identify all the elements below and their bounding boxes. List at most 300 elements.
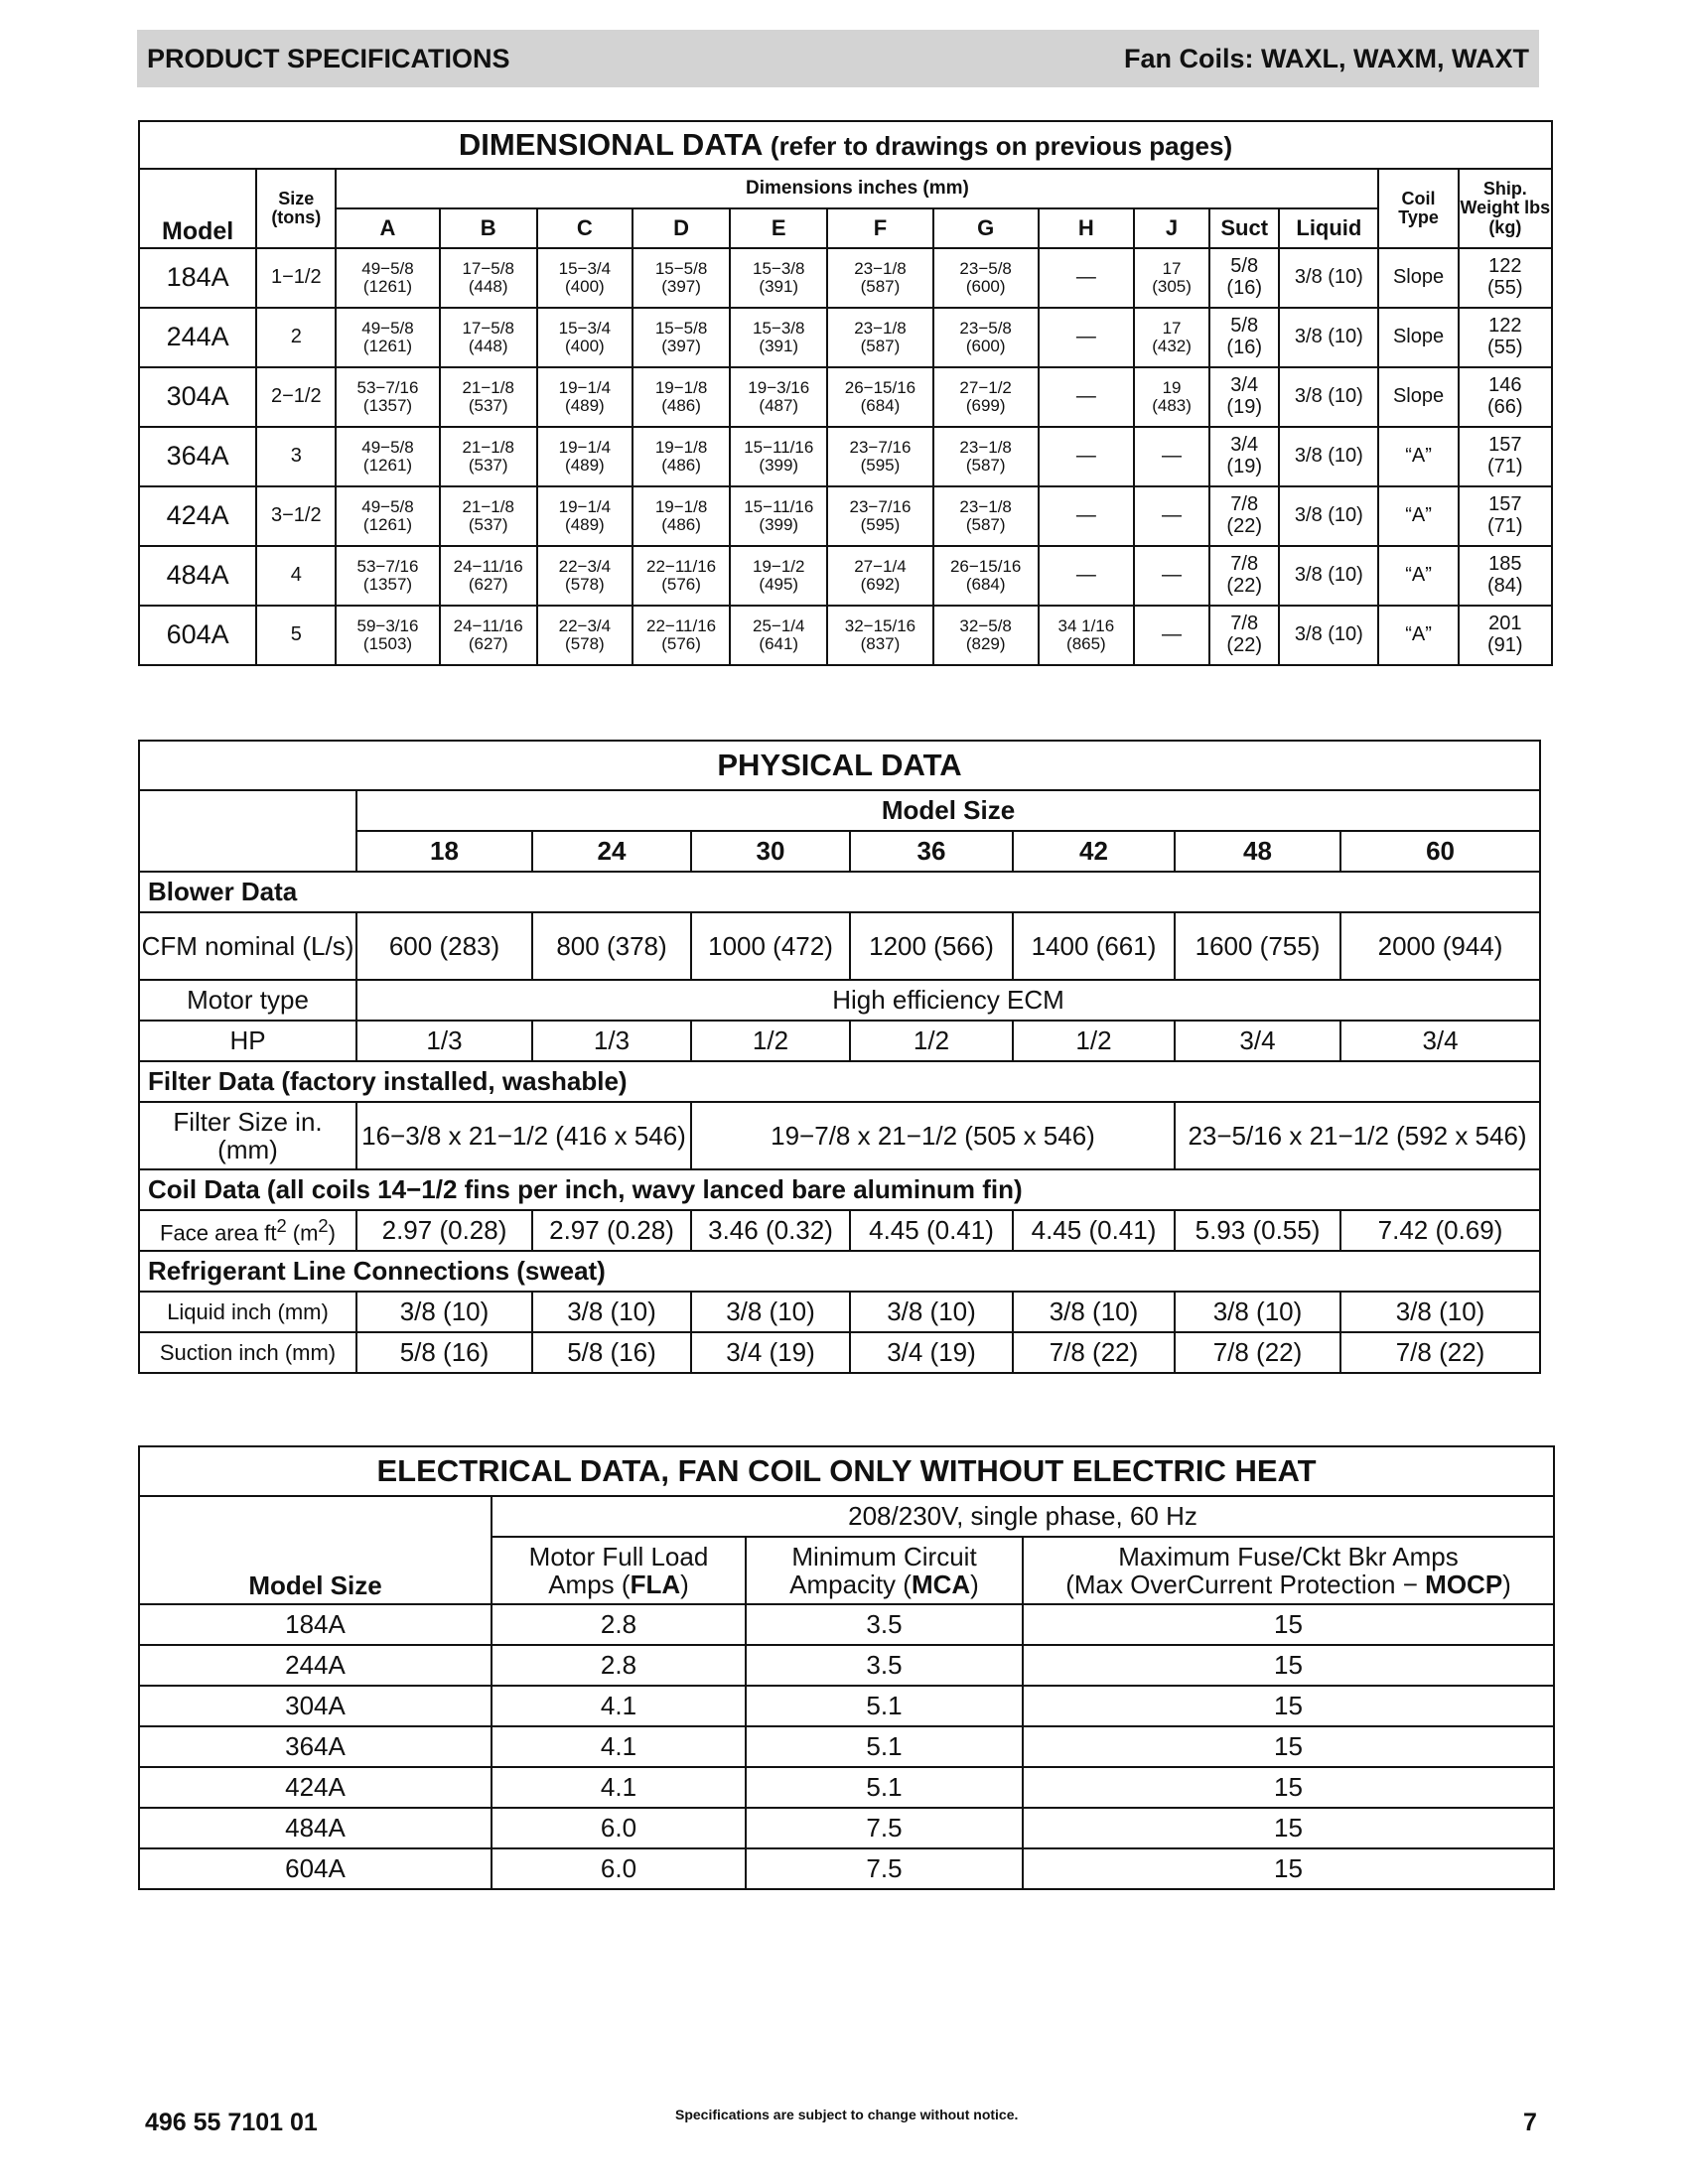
dim-value [1209, 546, 1279, 606]
dim-value [336, 427, 439, 486]
dim-value-mm: (487) [759, 396, 799, 415]
dim-value-inch: — [1075, 266, 1096, 289]
dim-value [827, 546, 932, 606]
physical-title: PHYSICAL DATA [139, 741, 1540, 790]
dim-value-inch: — [1162, 623, 1183, 646]
motor-type-label: Motor type [139, 980, 356, 1021]
dim-coil-type: Slope [1378, 248, 1458, 308]
dim-value [827, 606, 932, 665]
dim-value [1039, 546, 1134, 606]
dim-value-inch: 23−1/8 [854, 258, 907, 278]
elec-fla: 6.0 [492, 1808, 746, 1848]
dim-value [1209, 367, 1279, 427]
col-coil-type: Coil Type [1378, 169, 1458, 248]
col-model: Model [139, 169, 256, 248]
elec-mocp: 15 [1023, 1604, 1554, 1645]
suction-label: Suction inch (mm) [139, 1332, 356, 1373]
dim-col-b: B [440, 208, 537, 248]
dim-value-mm: (1357) [362, 396, 413, 415]
dim-value-inch: 15−3/4 [558, 258, 612, 278]
elec-mca: 5.1 [746, 1726, 1023, 1767]
cfm-value: 600 (283) [356, 912, 532, 980]
face-area-value: 4.45 (0.41) [850, 1210, 1013, 1251]
physical-data-table [138, 740, 1541, 1374]
dim-value-mm: (397) [661, 337, 701, 355]
dim-value-mm: (448) [468, 277, 508, 296]
dim-value-inch: 21−1/8 [462, 496, 514, 516]
dim-col-liquid: Liquid [1279, 208, 1378, 248]
dim-value-inch: 5/8 [1230, 255, 1259, 278]
dim-coil-type: “A” [1378, 546, 1458, 606]
dim-value [730, 248, 827, 308]
ship-lbs: 201 [1488, 613, 1522, 635]
dim-value [1134, 486, 1209, 546]
dim-value-inch: 22−11/16 [646, 615, 717, 635]
ship-kg: (71) [1487, 456, 1523, 478]
dim-value-inch: 23−7/16 [849, 437, 912, 457]
dim-value-inch: 24−11/16 [453, 556, 523, 576]
fla-header: Motor Full Load Amps (FLA) [492, 1537, 746, 1604]
elec-fla: 4.1 [492, 1726, 746, 1767]
dim-ship-weight [1459, 367, 1552, 427]
elec-mocp: 15 [1023, 1726, 1554, 1767]
dim-liquid: 3/8 (10) [1279, 606, 1378, 665]
blower-data-header: Blower Data [139, 872, 1540, 912]
dim-value-mm: (595) [860, 456, 901, 475]
hp-value: 1/3 [356, 1021, 532, 1061]
dim-value-inch: 25−1/4 [753, 615, 805, 635]
hp-value: 1/2 [1013, 1021, 1175, 1061]
dim-value-inch: — [1162, 445, 1183, 468]
dim-value-mm: (486) [661, 515, 701, 534]
dim-value [633, 546, 730, 606]
dim-col-h: H [1039, 208, 1134, 248]
ship-kg: (71) [1487, 515, 1523, 537]
dim-value-mm: (19) [1226, 396, 1262, 418]
dim-model: 244A [139, 308, 256, 367]
dim-value-mm: (576) [661, 634, 701, 653]
dim-value-mm: (1357) [362, 575, 413, 594]
suction-value: 5/8 (16) [356, 1332, 532, 1373]
dim-value [537, 367, 633, 427]
elec-row [139, 1645, 1554, 1686]
elec-fla: 2.8 [492, 1604, 746, 1645]
dim-model: 184A [139, 248, 256, 308]
dim-value-mm: (1261) [362, 515, 413, 534]
dim-value-inch: 21−1/8 [462, 377, 514, 397]
dim-value-inch: 19−1/8 [654, 437, 708, 457]
dim-value-mm: (486) [661, 396, 701, 415]
dim-value-inch: — [1075, 326, 1096, 348]
model-size-24: 24 [532, 831, 691, 872]
dim-value-inch: 3/4 [1230, 434, 1259, 457]
suction-value: 3/4 (19) [691, 1332, 850, 1373]
filter-size-48-60: 23−5/16 x 21−1/2 (592 x 546) [1175, 1102, 1540, 1169]
dim-model: 424A [139, 486, 256, 546]
dim-row [139, 546, 1552, 606]
dim-value [730, 606, 827, 665]
elec-model: 364A [139, 1726, 492, 1767]
dim-value [633, 606, 730, 665]
dim-col-g: G [933, 208, 1039, 248]
elec-model: 484A [139, 1808, 492, 1848]
liquid-value: 3/8 (10) [532, 1292, 691, 1332]
dim-size: 1−1/2 [256, 248, 336, 308]
face-area-value: 3.46 (0.32) [691, 1210, 850, 1251]
cfm-value: 1400 (661) [1013, 912, 1175, 980]
dim-coil-type: Slope [1378, 367, 1458, 427]
dim-row [139, 248, 1552, 308]
dimensional-title: DIMENSIONAL DATA (refer to drawings on previous pages) [139, 121, 1552, 169]
dim-value [1209, 606, 1279, 665]
dim-value-inch: 19−1/4 [558, 377, 612, 397]
dim-value [633, 367, 730, 427]
dim-value [440, 606, 537, 665]
dim-value [633, 248, 730, 308]
dim-value-mm: (595) [860, 515, 901, 534]
cfm-value: 1000 (472) [691, 912, 850, 980]
dim-value [1134, 248, 1209, 308]
elec-mca: 5.1 [746, 1767, 1023, 1808]
dim-value-mm: (19) [1226, 456, 1262, 478]
hp-value: 1/2 [850, 1021, 1013, 1061]
dim-value-inch: 17 [1162, 318, 1182, 338]
dim-value [933, 427, 1039, 486]
elec-mca: 3.5 [746, 1645, 1023, 1686]
dim-value-inch: 49−5/8 [361, 318, 414, 338]
dim-value-mm: (641) [759, 634, 799, 653]
dim-value [1134, 308, 1209, 367]
dim-size: 5 [256, 606, 336, 665]
refrigerant-header: Refrigerant Line Connections (sweat) [139, 1251, 1540, 1292]
liquid-value: 3/8 (10) [1175, 1292, 1340, 1332]
dim-value-mm: (22) [1226, 515, 1262, 537]
coil-data-header: Coil Data (all coils 14−1/2 fins per inch, wavy lanced bare aluminum fin) [139, 1169, 1540, 1210]
dim-value [336, 486, 439, 546]
dim-value-inch: 23−1/8 [959, 496, 1012, 516]
ship-lbs: 157 [1488, 493, 1522, 516]
elec-row [139, 1848, 1554, 1889]
dim-ship-weight [1459, 546, 1552, 606]
dim-value-inch: 15−3/4 [558, 318, 612, 338]
face-area-value: 7.42 (0.69) [1340, 1210, 1540, 1251]
dim-col-a: A [336, 208, 439, 248]
ship-kg: (55) [1487, 277, 1523, 299]
dim-value [537, 308, 633, 367]
dim-value [933, 367, 1039, 427]
header-product-title: Fan Coils: WAXL, WAXM, WAXT [1124, 43, 1529, 73]
dim-value-mm: (684) [965, 575, 1006, 594]
voltage-header: 208/230V, single phase, 60 Hz [492, 1496, 1554, 1537]
dim-value-inch: 53−7/16 [356, 556, 419, 576]
dim-value [440, 427, 537, 486]
dim-value [537, 427, 633, 486]
dim-value-inch: 22−11/16 [646, 556, 717, 576]
electrical-title: ELECTRICAL DATA, FAN COIL ONLY WITHOUT ELECTRIC HEAT [139, 1446, 1554, 1496]
elec-model: 184A [139, 1604, 492, 1645]
dim-value-inch: 19−1/2 [753, 556, 805, 576]
dim-value-mm: (16) [1226, 277, 1262, 299]
dim-value [827, 367, 932, 427]
elec-fla: 2.8 [492, 1645, 746, 1686]
dim-ship-weight [1459, 308, 1552, 367]
elec-mca: 7.5 [746, 1808, 1023, 1848]
hp-value: 1/2 [691, 1021, 850, 1061]
elec-mca: 5.1 [746, 1686, 1023, 1726]
dim-row [139, 486, 1552, 546]
dim-value [336, 367, 439, 427]
dim-value-mm: (837) [860, 634, 901, 653]
ship-lbs: 146 [1488, 374, 1522, 397]
dim-value-mm: (587) [965, 456, 1006, 475]
suction-value: 7/8 (22) [1340, 1332, 1540, 1373]
elec-mocp: 15 [1023, 1686, 1554, 1726]
elec-row [139, 1604, 1554, 1645]
cfm-value: 1600 (755) [1175, 912, 1340, 980]
dim-value-mm: (495) [759, 575, 799, 594]
dim-value [633, 308, 730, 367]
elec-fla: 4.1 [492, 1686, 746, 1726]
dim-value-mm: (587) [965, 515, 1006, 534]
model-size-18: 18 [356, 831, 532, 872]
dim-value-inch: 27−1/2 [959, 377, 1012, 397]
dim-value-mm: (489) [565, 515, 605, 534]
dim-value-mm: (627) [468, 575, 508, 594]
dim-value [730, 427, 827, 486]
dim-value [1134, 427, 1209, 486]
face-area-value: 4.45 (0.41) [1013, 1210, 1175, 1251]
dim-value-inch: 5/8 [1230, 315, 1259, 338]
physical-corner [139, 790, 356, 872]
dim-value-mm: (1503) [362, 634, 413, 653]
liquid-label: Liquid inch (mm) [139, 1292, 356, 1332]
dim-value-mm: (1261) [362, 456, 413, 475]
ship-lbs: 185 [1488, 553, 1522, 576]
dim-value [1209, 486, 1279, 546]
dim-row [139, 308, 1552, 367]
dim-value-inch: — [1075, 504, 1096, 527]
dim-value [633, 486, 730, 546]
dim-value-inch: 19−1/8 [654, 377, 708, 397]
dim-value-mm: (400) [565, 277, 605, 296]
dim-ship-weight [1459, 486, 1552, 546]
dim-value [633, 427, 730, 486]
dim-value-inch: 23−5/8 [959, 258, 1012, 278]
dim-value-mm: (578) [565, 634, 605, 653]
dim-value-inch: 23−7/16 [849, 496, 912, 516]
dim-value [1209, 248, 1279, 308]
dim-value [1039, 606, 1134, 665]
dim-value [1039, 248, 1134, 308]
dim-value-mm: (537) [468, 515, 508, 534]
dim-value-inch: 15−3/8 [753, 318, 805, 338]
dim-value-inch: 7/8 [1230, 553, 1259, 576]
dim-row [139, 427, 1552, 486]
mca-header: Minimum Circuit Ampacity (MCA) [746, 1537, 1023, 1604]
filter-size-label: Filter Size in. (mm) [139, 1102, 356, 1169]
dim-value-inch: 15−5/8 [654, 318, 708, 338]
model-size-36: 36 [850, 831, 1013, 872]
dim-value-mm: (448) [468, 337, 508, 355]
dim-model: 604A [139, 606, 256, 665]
dim-liquid: 3/8 (10) [1279, 367, 1378, 427]
dim-value-inch: 15−11/16 [744, 496, 814, 516]
cfm-value: 1200 (566) [850, 912, 1013, 980]
dim-value-inch: 21−1/8 [462, 437, 514, 457]
electrical-data-table [138, 1445, 1555, 1890]
filter-size-30-42: 19−7/8 x 21−1/2 (505 x 546) [691, 1102, 1175, 1169]
cfm-value: 800 (378) [532, 912, 691, 980]
dim-value-inch: — [1162, 504, 1183, 527]
face-area-value: 2.97 (0.28) [356, 1210, 532, 1251]
elec-model: 604A [139, 1848, 492, 1889]
dim-value [730, 308, 827, 367]
dim-liquid: 3/8 (10) [1279, 546, 1378, 606]
dim-model: 364A [139, 427, 256, 486]
dim-ship-weight [1459, 248, 1552, 308]
dim-value [537, 546, 633, 606]
elec-mocp: 15 [1023, 1767, 1554, 1808]
dim-value-mm: (483) [1152, 396, 1192, 415]
dimensions-group-header: Dimensions inches (mm) [336, 169, 1378, 208]
dim-value-mm: (600) [965, 277, 1006, 296]
dim-value [827, 486, 932, 546]
face-area-label: Face area $ft^2$ $(m^2)$ [139, 1210, 356, 1251]
dim-value-mm: (1261) [362, 277, 413, 296]
dim-value-mm: (22) [1226, 575, 1262, 597]
dim-value [537, 486, 633, 546]
ship-lbs: 122 [1488, 255, 1522, 278]
dim-model: 484A [139, 546, 256, 606]
mocp-header: Maximum Fuse/Ckt Bkr Amps (Max OverCurrent Protection − MOCP) [1023, 1537, 1554, 1604]
dim-value-mm: (489) [565, 456, 605, 475]
dim-value [933, 248, 1039, 308]
elec-model: 244A [139, 1645, 492, 1686]
model-size-30: 30 [691, 831, 850, 872]
dim-value-inch: 34 1/16 [1057, 615, 1115, 635]
model-size-60: 60 [1340, 831, 1540, 872]
ship-lbs: 122 [1488, 315, 1522, 338]
page-header [137, 30, 1539, 87]
dimensional-data-table [138, 120, 1553, 666]
suction-value: 3/4 (19) [850, 1332, 1013, 1373]
dim-value-mm: (432) [1152, 337, 1192, 355]
liquid-value: 3/8 (10) [1013, 1292, 1175, 1332]
dim-col-c: C [537, 208, 633, 248]
dim-value-inch: 7/8 [1230, 613, 1259, 635]
dim-liquid: 3/8 (10) [1279, 248, 1378, 308]
elec-fla: 4.1 [492, 1767, 746, 1808]
dim-value-inch: 19−3/16 [748, 377, 810, 397]
dim-value [440, 367, 537, 427]
dim-value-inch: 15−5/8 [654, 258, 708, 278]
elec-mca: 7.5 [746, 1848, 1023, 1889]
dim-value-inch: 59−3/16 [356, 615, 419, 635]
ship-kg: (66) [1487, 396, 1523, 418]
dim-value-mm: (1261) [362, 337, 413, 355]
dim-value-inch: — [1075, 564, 1096, 587]
cfm-label: CFM nominal (L/s) [139, 912, 356, 980]
dim-value-inch: 26−15/16 [844, 377, 916, 397]
dim-value-inch: 49−5/8 [361, 258, 414, 278]
dim-value [827, 248, 932, 308]
dim-value-inch: — [1075, 385, 1096, 408]
dim-value-mm: (391) [759, 337, 799, 355]
face-area-value: 2.97 (0.28) [532, 1210, 691, 1251]
dim-value [336, 606, 439, 665]
dim-liquid: 3/8 (10) [1279, 308, 1378, 367]
dim-value [440, 248, 537, 308]
dim-value-mm: (16) [1226, 337, 1262, 358]
elec-model: 424A [139, 1767, 492, 1808]
dim-value-mm: (829) [965, 634, 1006, 653]
dim-coil-type: Slope [1378, 308, 1458, 367]
dim-value [537, 606, 633, 665]
model-size-42: 42 [1013, 831, 1175, 872]
dim-value-mm: (305) [1152, 277, 1192, 296]
dim-value-inch: 22−3/4 [558, 556, 612, 576]
dim-value-inch: 19−1/4 [558, 496, 612, 516]
liquid-value: 3/8 (10) [356, 1292, 532, 1332]
page-number: 7 [1523, 2109, 1537, 2136]
model-size-label: Model Size [139, 1496, 492, 1604]
dim-value [1039, 367, 1134, 427]
dim-value [933, 546, 1039, 606]
dim-value-mm: (627) [468, 634, 508, 653]
dim-value-mm: (486) [661, 456, 701, 475]
dim-value-mm: (865) [1066, 634, 1106, 653]
dim-size: 3−1/2 [256, 486, 336, 546]
dim-value-inch: — [1162, 564, 1183, 587]
dim-row [139, 367, 1552, 427]
dim-col-suct: Suct [1209, 208, 1279, 248]
suction-value: 7/8 (22) [1013, 1332, 1175, 1373]
dim-value [336, 248, 439, 308]
dim-value [827, 427, 932, 486]
header-section-title: PRODUCT SPECIFICATIONS [147, 43, 510, 73]
dim-value [1209, 308, 1279, 367]
dim-coil-type: “A” [1378, 427, 1458, 486]
dim-value [933, 308, 1039, 367]
dim-value-inch: — [1075, 445, 1096, 468]
footer-notice: Specifications are subject to change without notice. [675, 2107, 1019, 2122]
face-area-value: 5.93 (0.55) [1175, 1210, 1340, 1251]
dim-value-mm: (22) [1226, 634, 1262, 656]
dim-value-mm: (399) [759, 456, 799, 475]
dim-value-inch: 23−5/8 [959, 318, 1012, 338]
dim-coil-type: “A” [1378, 486, 1458, 546]
elec-model: 304A [139, 1686, 492, 1726]
dim-row [139, 606, 1552, 665]
dim-value-mm: (399) [759, 515, 799, 534]
elec-mocp: 15 [1023, 1645, 1554, 1686]
hp-label: HP [139, 1021, 356, 1061]
liquid-value: 3/8 (10) [691, 1292, 850, 1332]
dim-value [336, 546, 439, 606]
dim-value-mm: (489) [565, 396, 605, 415]
cfm-value: 2000 (944) [1340, 912, 1540, 980]
liquid-value: 3/8 (10) [1340, 1292, 1540, 1332]
dim-value-inch: 53−7/16 [356, 377, 419, 397]
elec-row [139, 1726, 1554, 1767]
dim-model: 304A [139, 367, 256, 427]
dim-value-mm: (692) [860, 575, 901, 594]
dim-liquid: 3/8 (10) [1279, 486, 1378, 546]
ship-kg: (91) [1487, 634, 1523, 656]
filter-size-18-24: 16−3/8 x 21−1/2 (416 x 546) [356, 1102, 691, 1169]
dim-size: 2 [256, 308, 336, 367]
dim-value [1209, 427, 1279, 486]
